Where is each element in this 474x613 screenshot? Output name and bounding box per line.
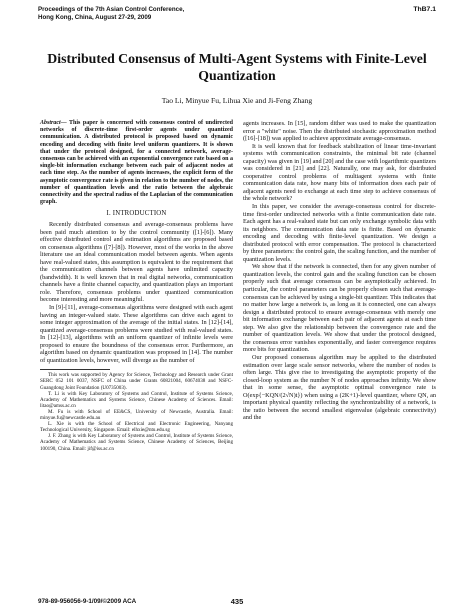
body-paragraph-2: It is well known that for feedback stabilization of linear time-invariant systems with communication constraints, the minimal bit rate (channel capacity) was given in [19] and [20] and the case with logarithmic quantizers was considered in [21] and [22]. Naturally, one may ask, for distributed cooperative control problems of multiagent systems with finite communication data rate, how many bits of information does each pair of adjacent agents need to exchange at each time step to achieve consensus of the whole network? <box>243 142 436 203</box>
body-paragraph-1: agents increases. In [15], random dither was used to make the quantization error a "white" noise. Then the distributed stochastic approximation method ([16]-[18]) was applied to achieve approximate average-consensus. <box>243 120 436 143</box>
intro-paragraph-1: Recently distributed consensus and average-consensus problems have been paid much attention to by the control community ([1]-[6]). Many effective distributed control and estimation algorithms are proposed based on consensus algorithms ([7]-[8]). However, most of the works in the above literature use an ideal communication model between agents. When agents have real-valued states, this assumption is equivalent to the requirement that the communication channels between agents have unlimited capacity (bandwidth). It is well known that in real digital networks, communication channels have a finite channel capacity, and quantization plays an important role. Therefore, consensus problems under quantized communication become interesting and more meaningful. <box>40 220 233 304</box>
footnote-author-fu: M. Fu is with School of EE&CS, University of Newcastle, Australia. Email: minyue.fu@newcastle.edu.au <box>40 408 233 422</box>
title-line-1: Distributed Consensus of Multi-Agent Systems with Finite-Level <box>47 51 427 66</box>
conference-info <box>38 6 184 22</box>
abstract <box>40 120 233 206</box>
body-paragraph-5: Our proposed consensus algorithm may be applied to the distributed estimation over large scale sensor networks, where the number of nodes is often large. This give rise to investigating the asymptotic property of the closed-loop system as the number N of nodes approaches infinity. We show that in some sense, the asymptotic optimal convergence rate is O(exp{−KQN/(2√N)t}) when using a (2K+1)-level quantizer, where QN, an important physical quantity reflecting the synchronizability of a network, is the ratio between the second smallest eigenvalue (algebraic connectivity) and the <box>243 353 436 422</box>
footnote-author-zhang: J. F. Zhang is with Key Laboratory of Systems and Control, Institute of Systems Science, Academy of Mathematics and Systems Science, Chinese Academy of Sciences, Beijing 100190, China. Email: jif@iss.ac.cn <box>40 433 233 452</box>
title-line-2: Quantization <box>198 68 276 83</box>
footnotes <box>40 372 233 451</box>
abstract-text: — This paper is concerned with consensus control of undirected networks of discrete-time first-order agents under quantized communication. A distributed protocol is proposed based on dynamic encoding and decoding with finite level uniform quantizers. It is shown that under the protocol designed, for a connected network, average-consensus can be achieved with an exponential convergence rate based on a single-bit information exchange between each pair of adjacent nodes at each time step. As the number of agents increases, the explicit form of the asymptotic convergence rate is given in relation to the number of nodes, the number of quantization levels and the ratio between the algebraic connectivity and the spectral radius of the Laplacian of the communication graph. <box>40 120 233 206</box>
body-paragraph-4: We show that if the network is connected, then for any given number of quantization levels, the control gain and the scaling function can be chosen properly such that average consensus can be asymptotically achieved. In particular, the control parameters can be properly chosen such that average-consensus can be achieved by using a single-bit quantizer. This indicates that no matter how large a network is, as long as it is connected, one can always design a distributed protocol to ensure average-consensus with merely one bit information exchange between each pair of adjacent agents at each time step. We also give the relationship between the convergence rate and the number of quantization levels. We show that under the protocol designed, the consensus error vanishes exponentially, and faster convergence requires more bits for quantization. <box>243 263 436 354</box>
authors: Tao Li, Minyue Fu, Lihua Xie and Ji-Feng Zhang <box>161 96 313 105</box>
section-heading-introduction: I. INTRODUCTION <box>106 210 167 218</box>
abstract-label: Abstract <box>40 120 61 126</box>
page-number: 435 <box>230 597 244 606</box>
copyright-isbn: 978-89-956056-9-1/09/©2009 ACA <box>38 598 137 605</box>
body-paragraph-3: In this paper, we consider the average-consensus control for discrete-time first-order undirected networks with a finite communication date rate. Each agent has a real-valued state but can only exchange symbolic data with its neighbors. The communication data rate is finite. Based on dynamic encoding and decoding with finite-level quantization. We design a distributed protocol with error compensation. The protocol is characterized by three parameters: the control gain, the scaling function, and the number of quantization levels. <box>243 203 436 263</box>
footnote-divider <box>40 369 110 370</box>
session-code: ThB7.1 <box>413 6 436 13</box>
footnote-author-xie: L. Xie is with the School of Electrical and Electronic Engineering, Nanyang Technological University, Singapore. Email: elhxie@ntu.edu.sg <box>40 421 233 434</box>
intro-paragraph-2: In [9]-[11], average-consensus algorithms were designed with each agent having an integer-valued state. These algorithms can drive each agent to some integer approximation of the average of the initial states. In [12]-[14], quantized average-consensus problems were studied with real-valued states. In [12]-[13], algorithms with an uniform quantizer of infinite levels were proposed to ensure the boundness of the consensus error. Furthermore, an algorithm based on dynamic quantization was proposed in [14]. The number of quantization levels, however, will diverge as the number of <box>40 304 233 364</box>
conference-line-2: Hong Kong, China, August 27-29, 2009 <box>38 14 152 21</box>
footnote-author-li: T. Li is with Key Laboratory of Systems and Control, Institute of Systems Science, Academy of Mathematics and Systems Science, Chinese Academy of Sciences. Email: litao@amss.ac.cn <box>40 390 233 409</box>
footnote-funding: This work was supported by Agency for Science, Technology and Research under Grant SERC 052 101 0037, NSFC of China under Grants 60821004, 60674038 and NSFC-Guangdong Joint Foundation (U0735003). <box>40 372 233 391</box>
right-column <box>243 120 436 422</box>
left-column <box>40 120 233 452</box>
paper-title <box>40 50 434 84</box>
conference-line-1: Proceedings of the 7th Asian Control Conference, <box>38 6 185 13</box>
page-header <box>38 6 436 30</box>
